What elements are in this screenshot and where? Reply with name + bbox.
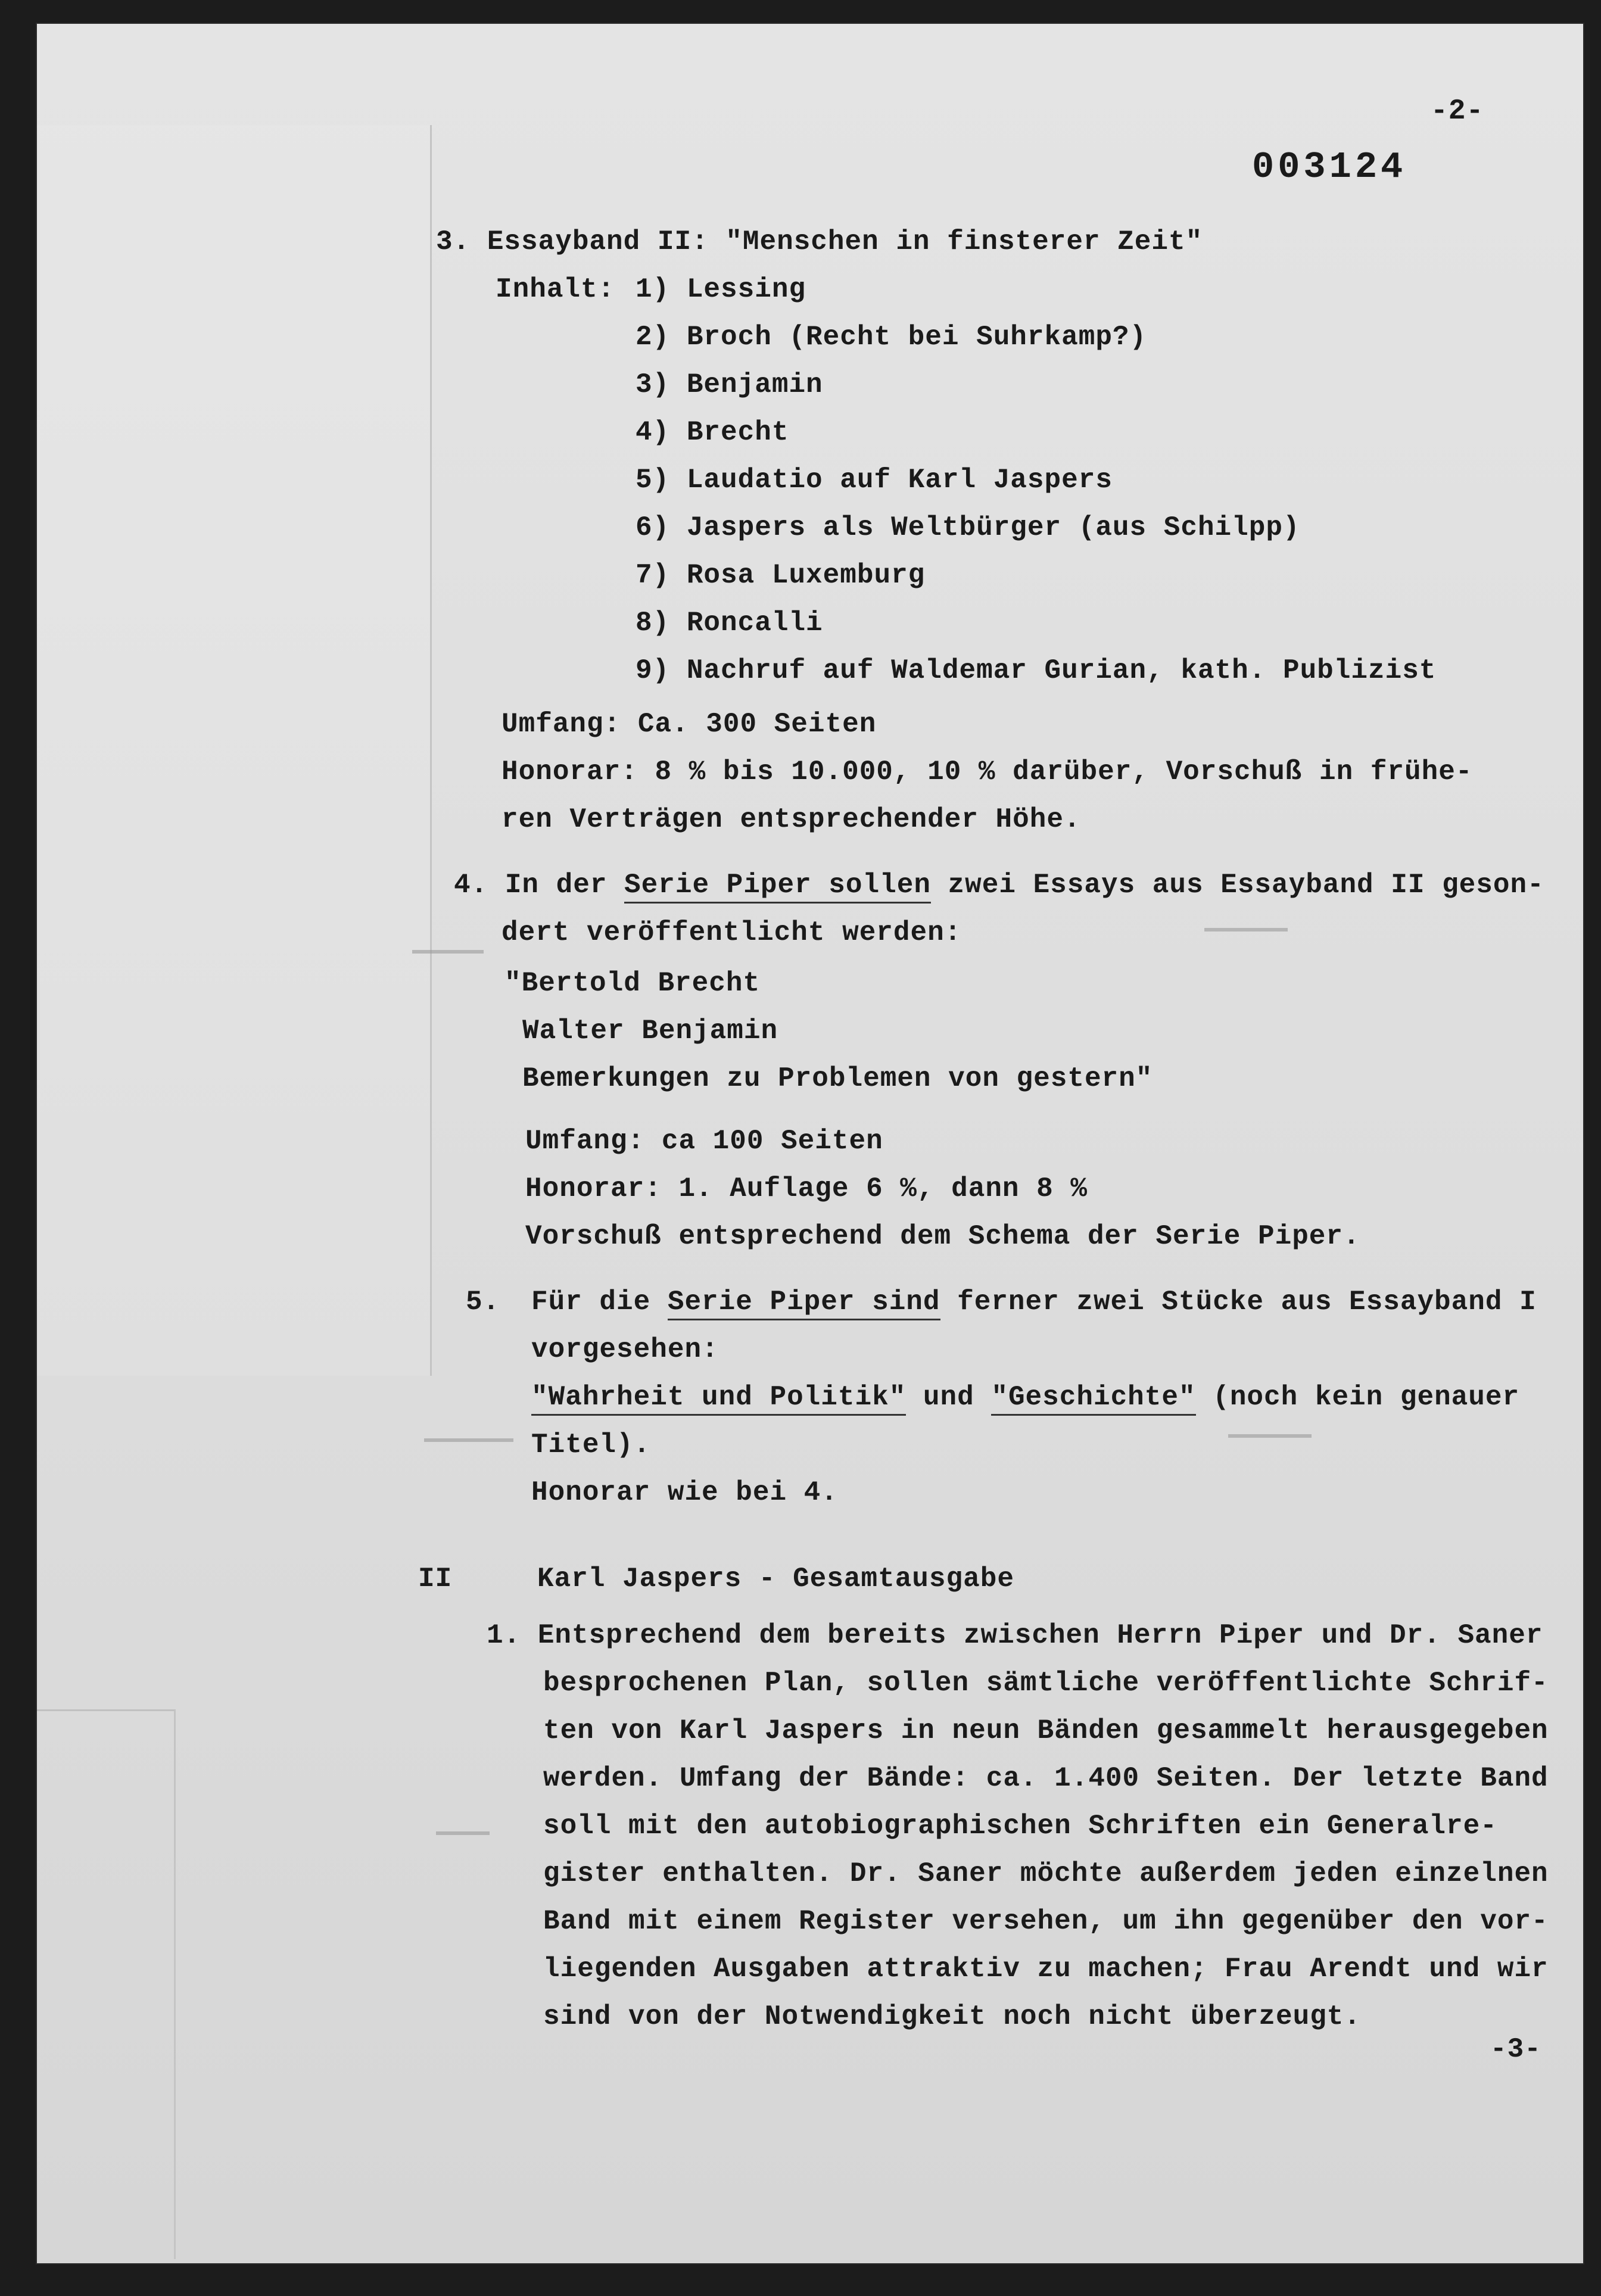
- smudge: [1204, 928, 1288, 932]
- item5-line1: [531, 1286, 1537, 1317]
- content-item: 1) Lessing: [636, 274, 806, 305]
- item5-line1-end: ferner zwei Stücke aus Essayband I: [940, 1286, 1537, 1317]
- item5-line1-start: Für die: [531, 1286, 668, 1317]
- content-item: 7) Rosa Luxemburg: [636, 560, 926, 591]
- document-number: 003124: [1252, 146, 1407, 188]
- section2-line: liegenden Ausgaben attraktiv zu machen; Frau Arendt und wir: [543, 1954, 1549, 1985]
- section2-line: Band mit einem Register versehen, um ihn gegenüber den vor-: [543, 1906, 1549, 1937]
- item4-umfang: Umfang: ca 100 Seiten: [525, 1126, 883, 1157]
- content-item: 6) Jaspers als Weltbürger (aus Schilpp): [636, 512, 1300, 543]
- page-marker: -2-: [1431, 95, 1484, 127]
- item4-title: "Bertold Brecht: [504, 968, 761, 999]
- inhalt-label: Inhalt:: [496, 274, 615, 305]
- wahrheit-und-politik-underlined: "Wahrheit und Politik": [531, 1382, 906, 1416]
- section-title: Karl Jaspers - Gesamtausgabe: [537, 1563, 1014, 1594]
- section2-line: sind von der Notwendigkeit noch nicht überzeugt.: [543, 2001, 1362, 2032]
- smudge: [1228, 1434, 1312, 1438]
- document-page: [37, 24, 1583, 2263]
- item4-honorar: Honorar: 1. Auflage 6 %, dann 8 %: [525, 1173, 1088, 1204]
- underlying-page-shadow: [37, 125, 432, 1376]
- content-item: 9) Nachruf auf Waldemar Gurian, kath. Publizist: [636, 655, 1437, 686]
- item5-line2: vorgesehen:: [531, 1334, 719, 1365]
- section2-line: besprochenen Plan, sollen sämtliche veröffentlichte Schrif-: [543, 1668, 1549, 1699]
- underlying-page-shadow-lower: [37, 1709, 176, 2259]
- item3-umfang: Umfang: Ca. 300 Seiten: [502, 709, 877, 740]
- item5-line3-mid: und: [906, 1382, 992, 1413]
- item4-title: Bemerkungen zu Problemen von gestern": [522, 1063, 1153, 1094]
- content-item: 4) Brecht: [636, 417, 789, 448]
- smudge: [424, 1438, 513, 1442]
- content-item: 2) Broch (Recht bei Suhrkamp?): [636, 322, 1147, 353]
- serie-piper-underlined: Serie Piper sollen: [624, 870, 931, 904]
- item3-honorar-line1: Honorar: 8 % bis 10.000, 10 % darüber, Vorschuß in frühe-: [502, 756, 1473, 787]
- item4-line1: [454, 870, 1544, 901]
- item4-line1-end: zwei Essays aus Essayband II geson-: [930, 870, 1544, 901]
- item4-line1-start: 4. In der: [454, 870, 625, 901]
- item3-honorar-line2: ren Verträgen entsprechender Höhe.: [502, 804, 1081, 835]
- item5-line3: [531, 1382, 1519, 1413]
- item5-line3-end: (noch kein genauer: [1195, 1382, 1520, 1413]
- smudge: [436, 1831, 490, 1835]
- item4-vorschuss: Vorschuß entsprechend dem Schema der Serie Piper.: [525, 1221, 1360, 1252]
- item5-line4: Titel).: [531, 1429, 651, 1460]
- serie-piper-underlined: Serie Piper sind: [668, 1286, 940, 1320]
- item4-line2: dert veröffentlicht werden:: [502, 917, 962, 948]
- section2-line: soll mit den autobiographischen Schriften ein Generalre-: [543, 1811, 1497, 1842]
- content-item: 8) Roncalli: [636, 608, 823, 638]
- content-item: 3) Benjamin: [636, 369, 823, 400]
- section2-line: werden. Umfang der Bände: ca. 1.400 Seiten. Der letzte Band: [543, 1763, 1549, 1794]
- section2-line: gister enthalten. Dr. Saner möchte außerdem jeden einzelnen: [543, 1858, 1549, 1889]
- item3-heading: 3. Essayband II: "Menschen in finsterer Zeit": [436, 226, 1203, 257]
- item4-title: Walter Benjamin: [522, 1015, 778, 1046]
- smudge: [412, 950, 484, 954]
- section2-line: ten von Karl Jaspers in neun Bänden gesammelt herausgegeben: [543, 1715, 1549, 1746]
- item5-number: 5.: [466, 1286, 500, 1317]
- content-item: 5) Laudatio auf Karl Jaspers: [636, 465, 1113, 496]
- geschichte-underlined: "Geschichte": [991, 1382, 1195, 1416]
- next-page-marker: -3-: [1490, 2034, 1541, 2065]
- item5-honorar: Honorar wie bei 4.: [531, 1477, 838, 1508]
- section2-line: 1. Entsprechend dem bereits zwischen Herrn Piper und Dr. Saner: [487, 1620, 1543, 1651]
- section-roman: II: [418, 1563, 453, 1594]
